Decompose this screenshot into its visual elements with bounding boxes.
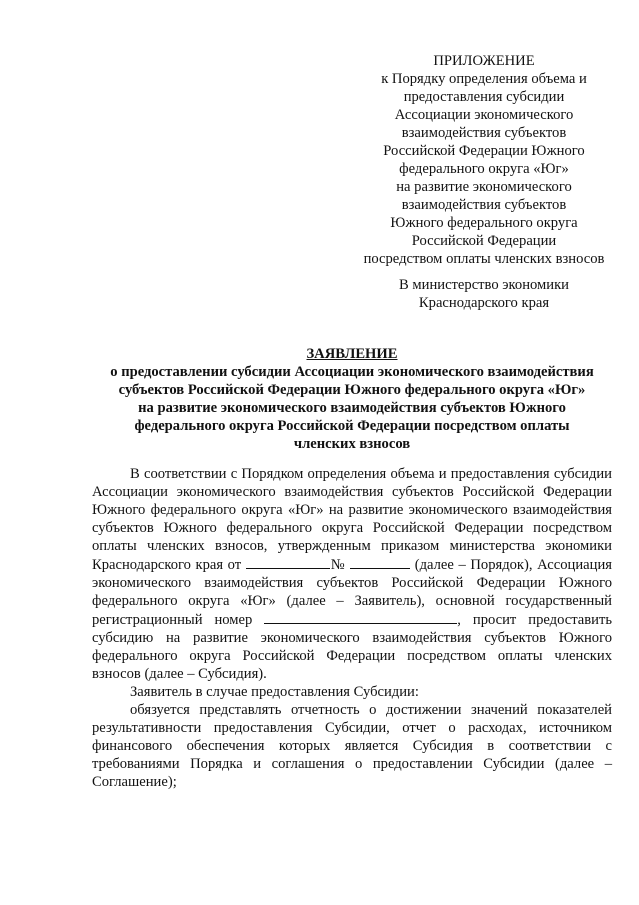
addressee-line-2: Краснодарского края <box>418 295 550 311</box>
appendix-line: посредством оплаты членских взносов <box>363 251 605 267</box>
appendix-line: к Порядку определения объема и <box>381 71 587 87</box>
appendix-heading: ПРИЛОЖЕНИЕ <box>433 53 535 69</box>
statement-body <box>92 465 612 791</box>
appendix-line: федерального округа «Юг» <box>399 161 569 177</box>
statement-subtitle-line: о предоставлении субсидии Ассоциации экономического взаимодействия <box>110 364 594 380</box>
statement-subtitle-line: субъектов Российской Федерации Южного федерального округа «Юг» <box>118 382 586 398</box>
paragraph-request-text-3: , просит предоставить субсидию на развитие экономического взаимодействия субъектов Южного федерального округа Российской Федерации посредством оплаты членских взносов (далее – Субсидия). <box>92 612 612 682</box>
order-number-blank[interactable] <box>350 555 410 569</box>
statement-subtitle-line: членских взносов <box>293 436 411 452</box>
appendix-line: Южного федерального округа <box>390 215 578 231</box>
appendix-line: предоставления субсидии <box>403 89 565 105</box>
appendix-line: взаимодействия субъектов <box>401 197 567 213</box>
ogrn-blank[interactable] <box>264 610 457 624</box>
paragraph-request <box>92 465 612 683</box>
appendix-block <box>356 52 612 268</box>
appendix-line: взаимодействия субъектов <box>401 125 567 141</box>
paragraph-request-text-1: В соответствии с Порядком определения объема и предоставления субсидии Ассоциации экономического взаимодействия субъектов Российской Федерации Южного федерального округа «Юг» на развитие экономического взаимодействия субъектов Южного федерального округа Российской Федерации посредством оплаты членских взносов, утвержденным приказом министерства экономики Краснодарского края от <box>92 466 612 573</box>
statement-title-block <box>92 345 612 453</box>
appendix-line: Российской Федерации Южного <box>383 143 585 159</box>
appendix-line: Российской Федерации <box>411 233 557 249</box>
paragraph-request-text-2: (далее – Порядок), Ассоциация экономического взаимодействия субъектов Российской Федерации Южного федерального округа «Юг» (далее – Заявитель), основной государственный регистрационный номер <box>92 557 612 628</box>
statement-subtitle-line: на развитие экономического взаимодействия субъектов Южного <box>138 400 566 416</box>
appendix-line: Ассоциации экономического <box>394 107 574 123</box>
paragraph-reporting-obligation: обязуется представлять отчетность о достижении значений показателей результативности предоставления Субсидии, отчет о расходах, источником финансового обеспечения которых является Субсидия в соответствии с требованиями Порядка и соглашения о предоставлении Субсидии (далее – Соглашение); <box>92 702 612 790</box>
paragraph-obligations-intro: Заявитель в случае предоставления Субсидии: <box>130 684 419 700</box>
order-date-blank[interactable] <box>246 555 330 569</box>
order-number-sign: № <box>329 557 346 573</box>
addressee-line-1: В министерство экономики <box>399 277 569 293</box>
appendix-line: на развитие экономического <box>396 179 572 195</box>
statement-subtitle-line: федерального округа Российской Федерации посредством оплаты <box>134 418 570 434</box>
addressee-block <box>356 276 612 312</box>
statement-heading: ЗАЯВЛЕНИЕ <box>306 346 398 362</box>
